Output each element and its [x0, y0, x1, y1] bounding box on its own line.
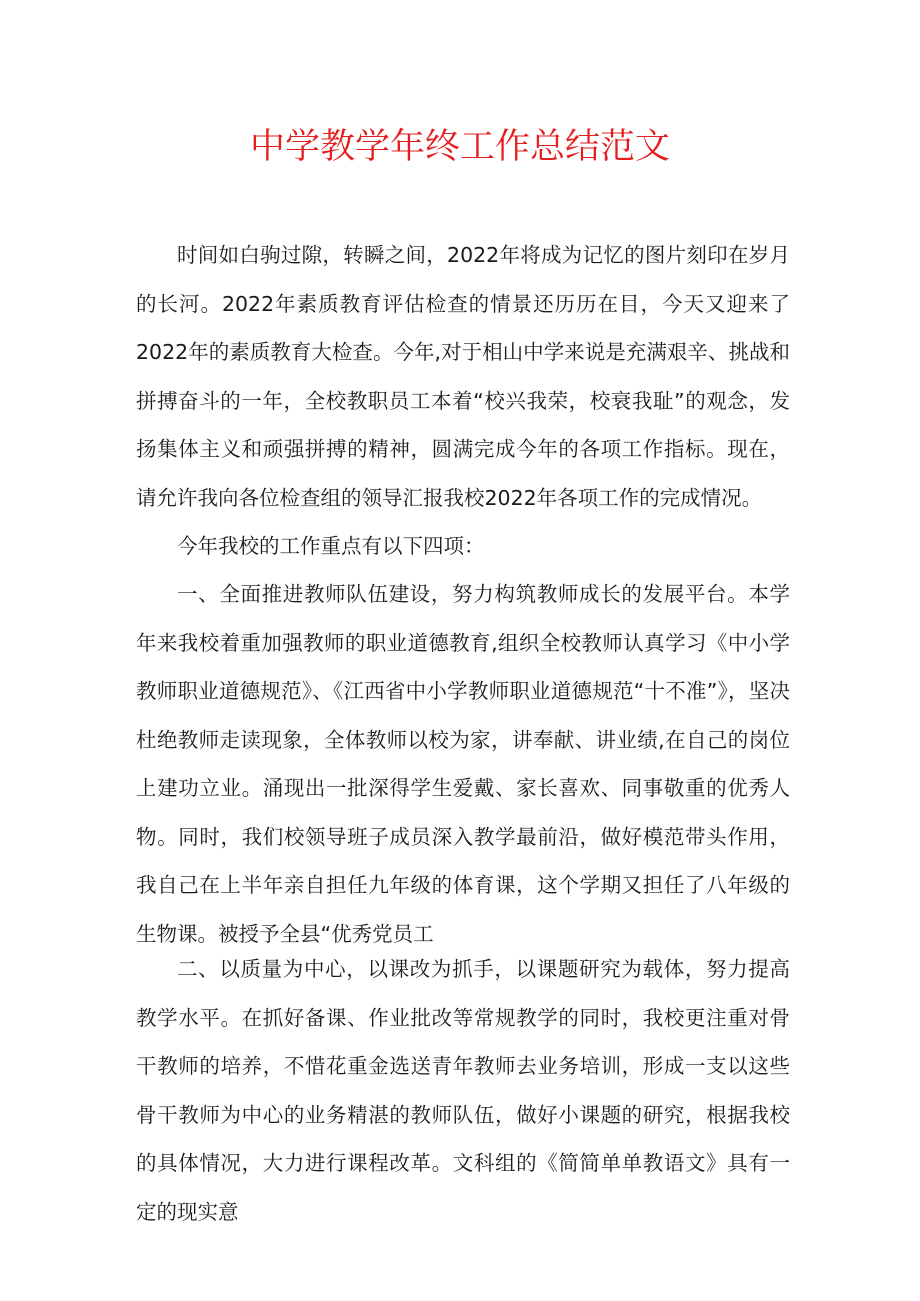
paragraph-item-two: 二、以质量为中心，以课改为抓手，以课题研究为载体，努力提高教学水平。在抓好备课、作业批改等常规教学的同时，我校更注重对骨干教师的培养，不惜花重金选送青年教师去业务培训，形成一支以这些骨干教师为中心的业务精湛的教师队伍，做好小课题的研究，根据我校的具体情况，大力进行课程改革。文科组的《简简单单教语文》具有一定的现实意 — [136, 957, 790, 1224]
paragraph-focus-intro: 今年我校的工作重点有以下四项： — [177, 534, 485, 558]
paragraph-block-2 — [136, 522, 790, 571]
paragraph-intro: 时间如白驹过隙，转瞬之间，2022年将成为记忆的图片刻印在岁月的长河。2022年素质教育评估检查的情景还历历在目，今天又迎来了2022年的素质教育大检查。今年,对于相山中学来说是充满艰辛、挑战和拼搏奋斗的一年，全校教职员工本着“校兴我荣，校衰我耻”的观念，发扬集体主义和顽强拼搏的精神，圆满完成今年的各项工作指标。现在，请允许我向各位检查组的领导汇报我校2022年各项工作的完成情况。 — [136, 243, 790, 510]
document-title: 中学教学年终工作总结范文 — [249, 127, 670, 167]
paragraph-block-4 — [136, 945, 790, 1236]
paragraph-item-one: 一、全面推进教师队伍建设，努力构筑教师成长的发展平台。本学年来我校着重加强教师的职业道德教育,组织全校教师认真学习《中小学教师职业道德规范》、《江西省中小学教师职业道德规范“十不准”》，坚决杜绝教师走读现象，全体教师以校为家，讲奉献、讲业绩,在自己的岗位上建功立业。涌现出一批深得学生爱戴、家长喜欢、同事敬重的优秀人物。同时，我们校领导班子成员深入教学最前沿，做好模范带头作用，我自己在上半年亲自担任九年级的体育课，这个学期又担任了八年级的生物课。被授予全县“优秀党员工 — [136, 582, 790, 946]
paragraph-block-3 — [136, 570, 790, 958]
paragraph-block-1 — [136, 231, 790, 522]
